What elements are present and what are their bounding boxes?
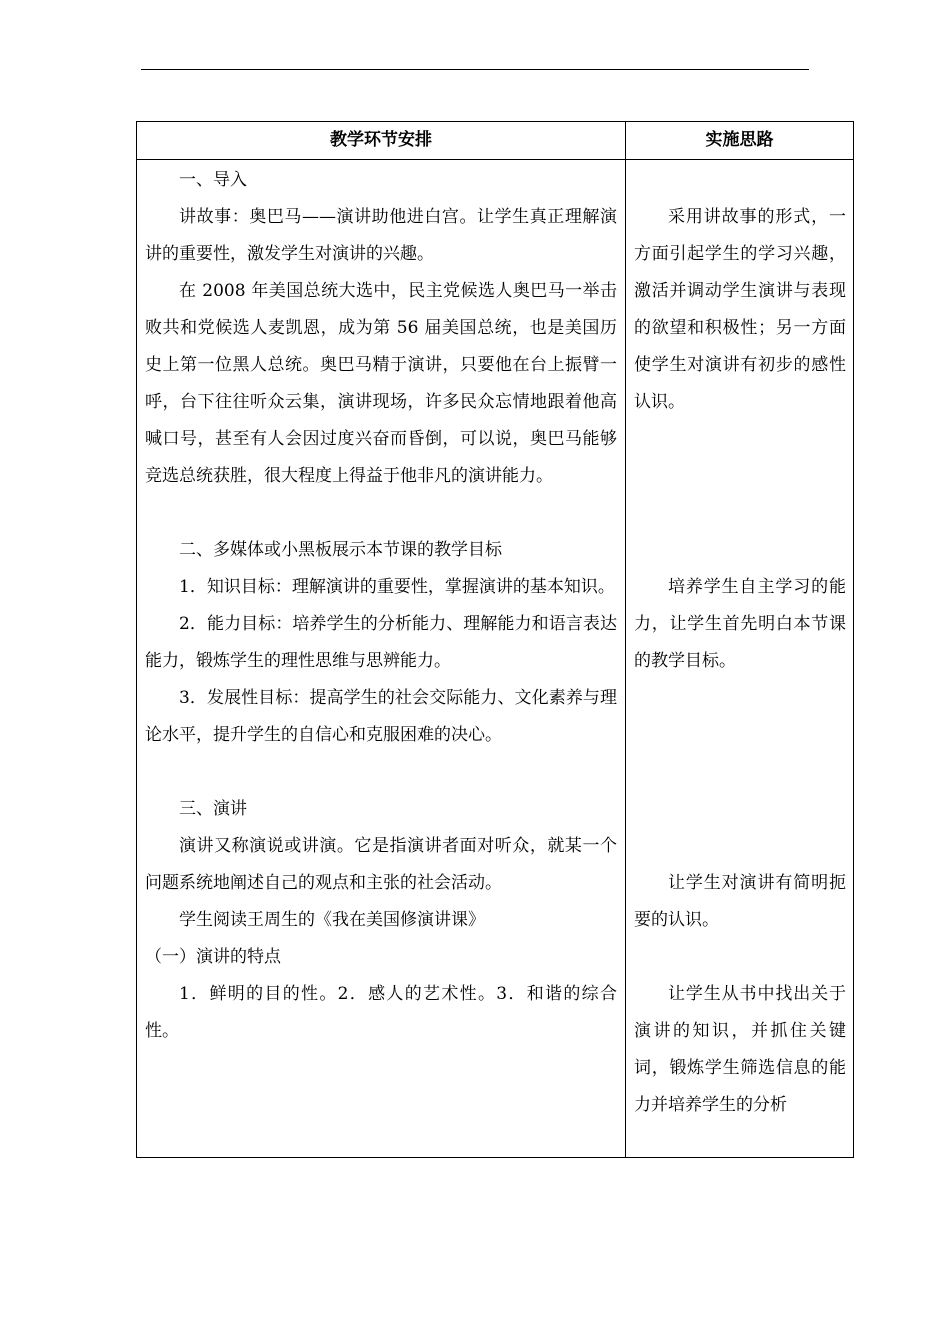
column-divider — [625, 122, 626, 1157]
spacer — [634, 754, 846, 791]
idea-1: 采用讲故事的形式，一方面引起学生的学习兴趣，激活并调动学生演讲与表现的欲望和积极性；另一方面使学生对演讲有初步的感性认识。 — [634, 207, 846, 412]
spacer — [634, 495, 846, 532]
spacer — [145, 495, 617, 532]
spacer — [634, 458, 846, 495]
idea-3: 让学生对演讲有简明扼要的认识。 — [634, 873, 846, 930]
spacer — [634, 532, 846, 569]
spacer — [634, 791, 846, 828]
header-divider — [137, 159, 853, 160]
section-2-paragraph-2: 2．能力目标：培养学生的分析能力、理解能力和语言表达能力，锻炼学生的理性思维与思辨能力。 — [145, 614, 617, 671]
spacer — [634, 421, 846, 458]
header-teaching-arrangement: 教学环节安排 — [330, 130, 432, 150]
spacer — [145, 754, 617, 791]
lesson-plan-table — [136, 121, 854, 1158]
section-3-paragraph-2: 学生阅读王周生的《我在美国修演讲课》 — [179, 910, 485, 930]
spacer — [634, 717, 846, 754]
spacer — [634, 939, 846, 976]
section-2-paragraph-1: 1．知识目标：理解演讲的重要性，掌握演讲的基本知识。 — [179, 577, 615, 597]
spacer — [634, 162, 846, 199]
section-1-paragraph-1: 讲故事：奥巴马——演讲助他进白宫。让学生真正理解演讲的重要性，激发学生对演讲的兴趣。 — [145, 207, 617, 264]
section-3-paragraph-1: 演讲又称演说或讲演。它是指演讲者面对听众，就某一个问题系统地阐述自己的观点和主张的社会活动。 — [145, 836, 617, 893]
idea-4: 让学生从书中找出关于演讲的知识，并抓住关键词，锻炼学生筛选信息的能力并培养学生的分析 — [634, 984, 846, 1115]
header-rule — [141, 69, 809, 70]
spacer — [634, 680, 846, 717]
section-2-paragraph-3: 3．发展性目标：提高学生的社会交际能力、文化素养与理论水平，提升学生的自信心和克服困难的决心。 — [145, 688, 617, 745]
idea-2: 培养学生自主学习的能力，让学生首先明白本节课的教学目标。 — [634, 577, 846, 671]
teaching-arrangement-column — [145, 162, 617, 1050]
section-1-paragraph-2: 在 2008 年美国总统大选中，民主党候选人奥巴马一举击败共和党候选人麦凯恩，成为第 56 届美国总统，也是美国历史上第一位黑人总统。奥巴马精于演讲，只要他在台上振臂一呼，台下往往听众云集，演讲现场，许多民众忘情地跟着他高喊口号，甚至有人会因过度兴奋而昏倒，可以说，奥巴马能够竞选总统获胜，很大程度上得益于他非凡的演讲能力。 — [145, 281, 617, 486]
header-implementation-ideas: 实施思路 — [705, 130, 774, 150]
section-2-title: 二、多媒体或小黑板展示本节课的教学目标 — [179, 540, 502, 560]
section-1-title: 一、导入 — [179, 170, 247, 190]
section-3-paragraph-3: 1．鲜明的目的性。2．感人的艺术性。3．和谐的综合性。 — [145, 984, 617, 1041]
spacer — [634, 828, 846, 865]
implementation-ideas-column — [634, 162, 846, 1124]
section-3-subtitle: （一）演讲的特点 — [145, 947, 281, 967]
section-3-title: 三、演讲 — [179, 799, 247, 819]
